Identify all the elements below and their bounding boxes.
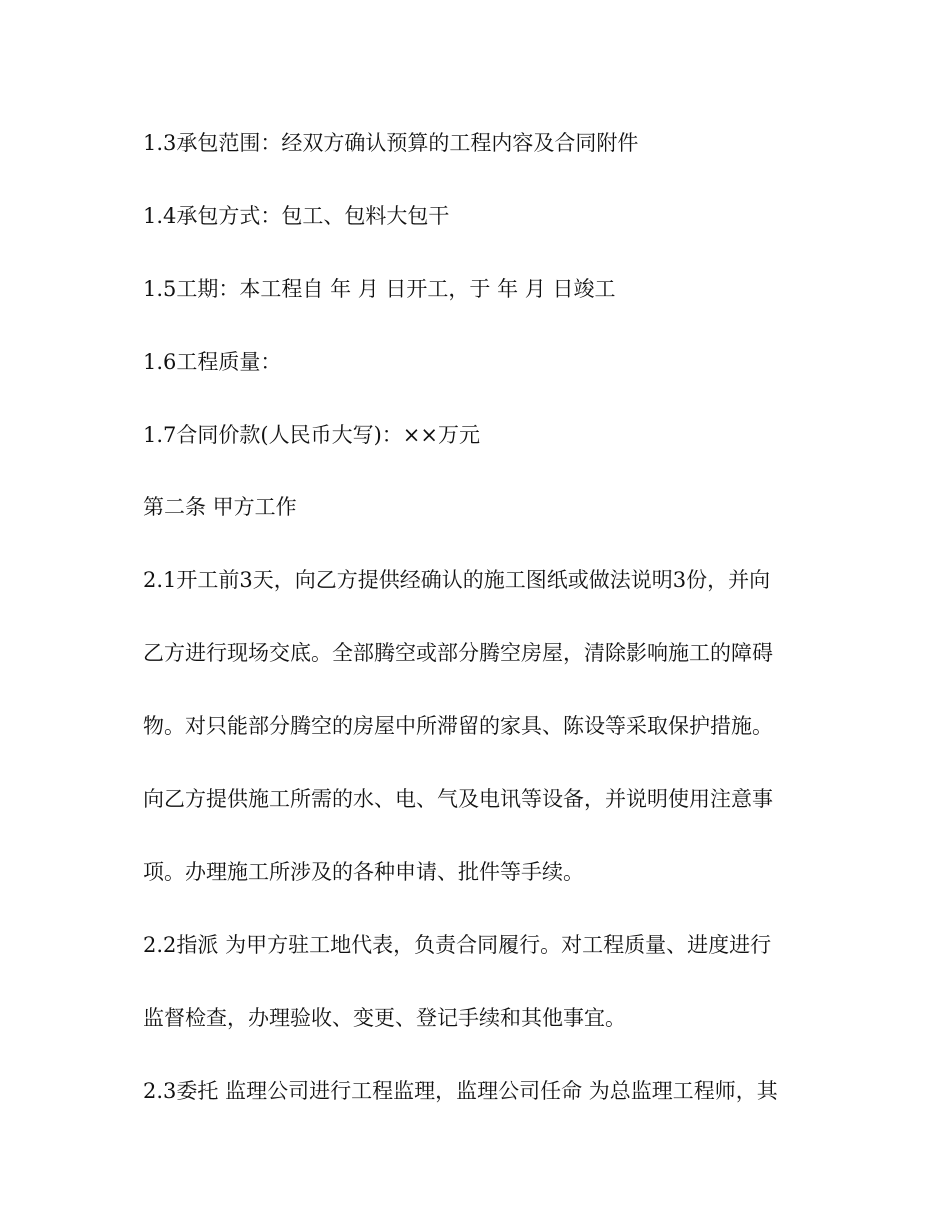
clause-2-2-line-1: 2.2指派 为甲方驻工地代表，负责合同履行。对工程质量、进度进行 bbox=[143, 933, 772, 957]
clause-1-7-price: 1.7合同价款(人民币大写)：××万元 bbox=[143, 423, 480, 447]
clause-1-5-duration: 1.5工期：本工程自 年 月 日开工，于 年 月 日竣工 bbox=[143, 277, 616, 301]
clause-2-1-line-3: 物。对只能部分腾空的房屋中所滞留的家具、陈设等采取保护措施。 bbox=[143, 714, 773, 738]
clause-1-3-scope: 1.3承包范围：经双方确认预算的工程内容及合同附件 bbox=[143, 131, 639, 155]
clause-2-2-line-2: 监督检查，办理验收、变更、登记手续和其他事宜。 bbox=[143, 1006, 626, 1030]
clause-2-1-line-2: 乙方进行现场交底。全部腾空或部分腾空房屋，清除影响施工的障碍 bbox=[143, 641, 773, 665]
clause-2-3-line-1: 2.3委托 监理公司进行工程监理，监理公司任命 为总监理工程师，其 bbox=[143, 1079, 778, 1103]
clause-1-6-quality: 1.6工程质量： bbox=[143, 350, 282, 374]
clause-2-1-line-5: 项。办理施工所涉及的各种申请、批件等手续。 bbox=[143, 860, 584, 884]
clause-2-1-line-4: 向乙方提供施工所需的水、电、气及电讯等设备，并说明使用注意事 bbox=[143, 787, 773, 811]
section-2-heading: 第二条 甲方工作 bbox=[143, 495, 297, 519]
clause-2-1-line-1: 2.1开工前3天，向乙方提供经确认的施工图纸或做法说明3份，并向 bbox=[143, 568, 771, 592]
clause-1-4-method: 1.4承包方式：包工、包料大包干 bbox=[143, 204, 450, 228]
